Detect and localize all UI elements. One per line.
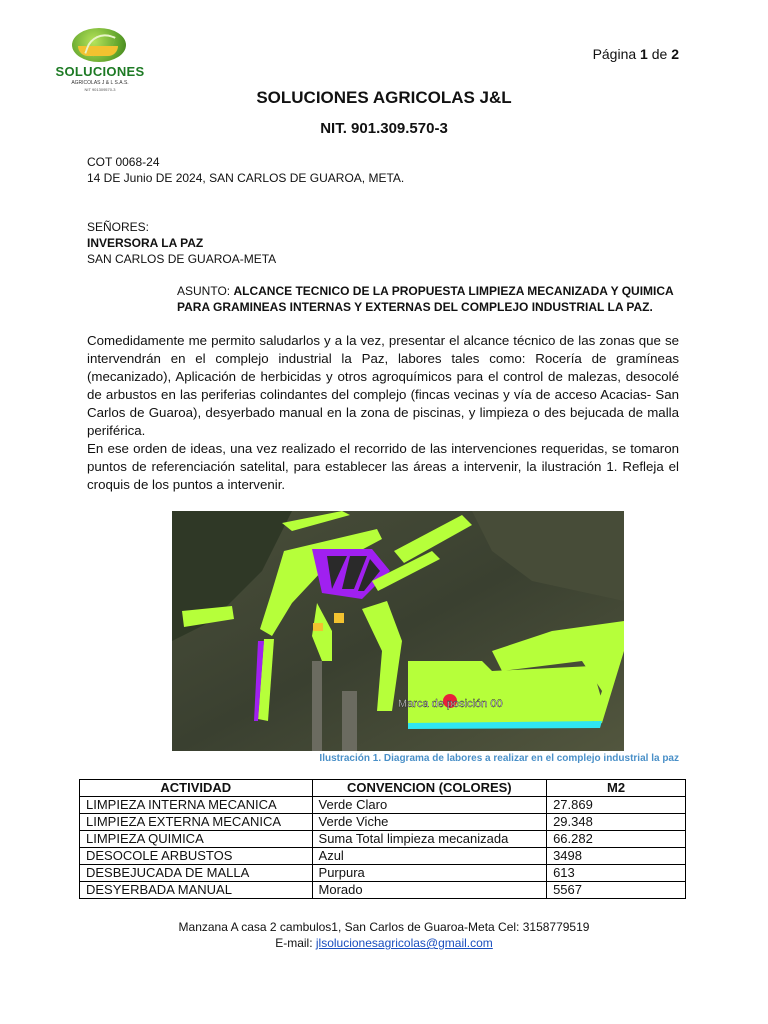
cell-actividad: LIMPIEZA INTERNA MECANICA <box>80 797 313 814</box>
subject <box>177 283 677 315</box>
cell-actividad: LIMPIEZA QUIMICA <box>80 831 313 848</box>
marker-label: Marca de posición 00 <box>398 698 503 710</box>
cell-actividad: DESBEJUCADA DE MALLA <box>80 865 313 882</box>
page-number <box>593 46 679 62</box>
table-row <box>80 797 686 814</box>
cell-convencion: Suma Total limpieza mecanizada <box>312 831 547 848</box>
cell-m2: 66.282 <box>547 831 686 848</box>
cell-m2: 27.869 <box>547 797 686 814</box>
subject-label: ASUNTO: <box>177 284 234 298</box>
recipient-name: INVERSORA LA PAZ <box>87 236 204 250</box>
page-separator: de <box>651 46 668 62</box>
page-current: 1 <box>640 46 648 62</box>
cell-m2: 613 <box>547 865 686 882</box>
header-convencion: CONVENCION (COLORES) <box>312 780 547 797</box>
building-marker-1 <box>334 613 344 623</box>
quote-number: COT 0068-24 <box>87 155 160 169</box>
header-actividad: ACTIVIDAD <box>80 780 313 797</box>
subject-line-2: PARA GRAMINEAS INTERNAS Y EXTERNAS DEL COMPLEJO INDUSTRIAL LA PAZ. <box>177 300 653 314</box>
recipient-city: SAN CARLOS DE GUAROA-META <box>87 252 277 266</box>
cell-m2: 3498 <box>547 848 686 865</box>
page-prefix: Página <box>592 46 637 62</box>
logo-nit: NIT 901309570-3 <box>84 87 116 92</box>
table-header-row <box>80 780 686 797</box>
company-title: SOLUCIONES AGRICOLAS J&L <box>256 88 512 107</box>
logo-subtitle: AGRICOLAS J & L S.A.S. <box>71 80 129 86</box>
subject-line-1: ALCANCE TECNICO DE LA PROPUESTA LIMPIEZA MECANIZADA Y QUIMICA <box>233 284 674 298</box>
cell-convencion: Verde Claro <box>312 797 547 814</box>
page-total: 2 <box>671 46 679 62</box>
cell-actividad: DESYERBADA MANUAL <box>80 882 313 899</box>
footer-email-label: E-mail: <box>275 936 316 950</box>
building-marker-2 <box>313 623 323 631</box>
footer-address: Manzana A casa 2 cambulos1, San Carlos de Guaroa-Meta Cel: 3158779519 <box>178 920 590 934</box>
table-row <box>80 865 686 882</box>
cell-actividad: DESOCOLE ARBUSTOS <box>80 848 313 865</box>
figure-caption: Ilustración 1. Diagrama de labores a realizar en el complejo industrial la paz <box>319 753 679 764</box>
cell-m2: 5567 <box>547 882 686 899</box>
cell-convencion: Morado <box>312 882 547 899</box>
cell-convencion: Verde Viche <box>312 814 547 831</box>
table-row <box>80 882 686 899</box>
header-m2: M2 <box>547 780 686 797</box>
footer-email-line <box>0 936 768 950</box>
body-paragraph-2: En ese orden de ideas, una vez realizado el recorrido de las intervenciones requeridas, se tomaron puntos de referenciación satelital, para establecer las áreas a intervenir, la ilustración 1. Refleja el croquis de los puntos a intervenir. <box>87 441 679 492</box>
satellite-map-illustration <box>172 511 624 751</box>
date-line: 14 DE Junio DE 2024, SAN CARLOS DE GUAROA, META. <box>87 171 405 185</box>
cell-actividad: LIMPIEZA EXTERNA MECANICA <box>80 814 313 831</box>
footer-email-link[interactable]: jlsolucionesagricolas@gmail.com <box>315 936 493 950</box>
logo-name: SOLUCIONES <box>55 64 145 79</box>
company-nit: NIT. 901.309.570-3 <box>320 120 448 137</box>
table-row <box>80 848 686 865</box>
cell-convencion: Purpura <box>312 865 547 882</box>
activities-table <box>79 779 686 899</box>
cell-m2: 29.348 <box>547 814 686 831</box>
cell-convencion: Azul <box>312 848 547 865</box>
company-logo <box>52 24 148 96</box>
salutation: SEÑORES: <box>87 220 150 234</box>
table-row <box>80 831 686 848</box>
map-drawing <box>172 511 624 751</box>
table-row <box>80 814 686 831</box>
body-paragraph-1: Comedidamente me permito saludarlos y a la vez, presentar el alcance técnico de las zonas que se intervendrán en el complejo industrial la Paz, labores tales como: Rocería de gramíneas (mecanizado), Aplicación de herbicidas y otros agroquímicos para el control de malezas, desocolé de arbustos en las periferias colindantes del complejo (fincas vecinas y vía de acceso Acacias- San Carlos de Guaroa), desyerbado manual en la zona de piscinas, y limpieza o des bejucada de malla periférica. <box>87 333 679 438</box>
